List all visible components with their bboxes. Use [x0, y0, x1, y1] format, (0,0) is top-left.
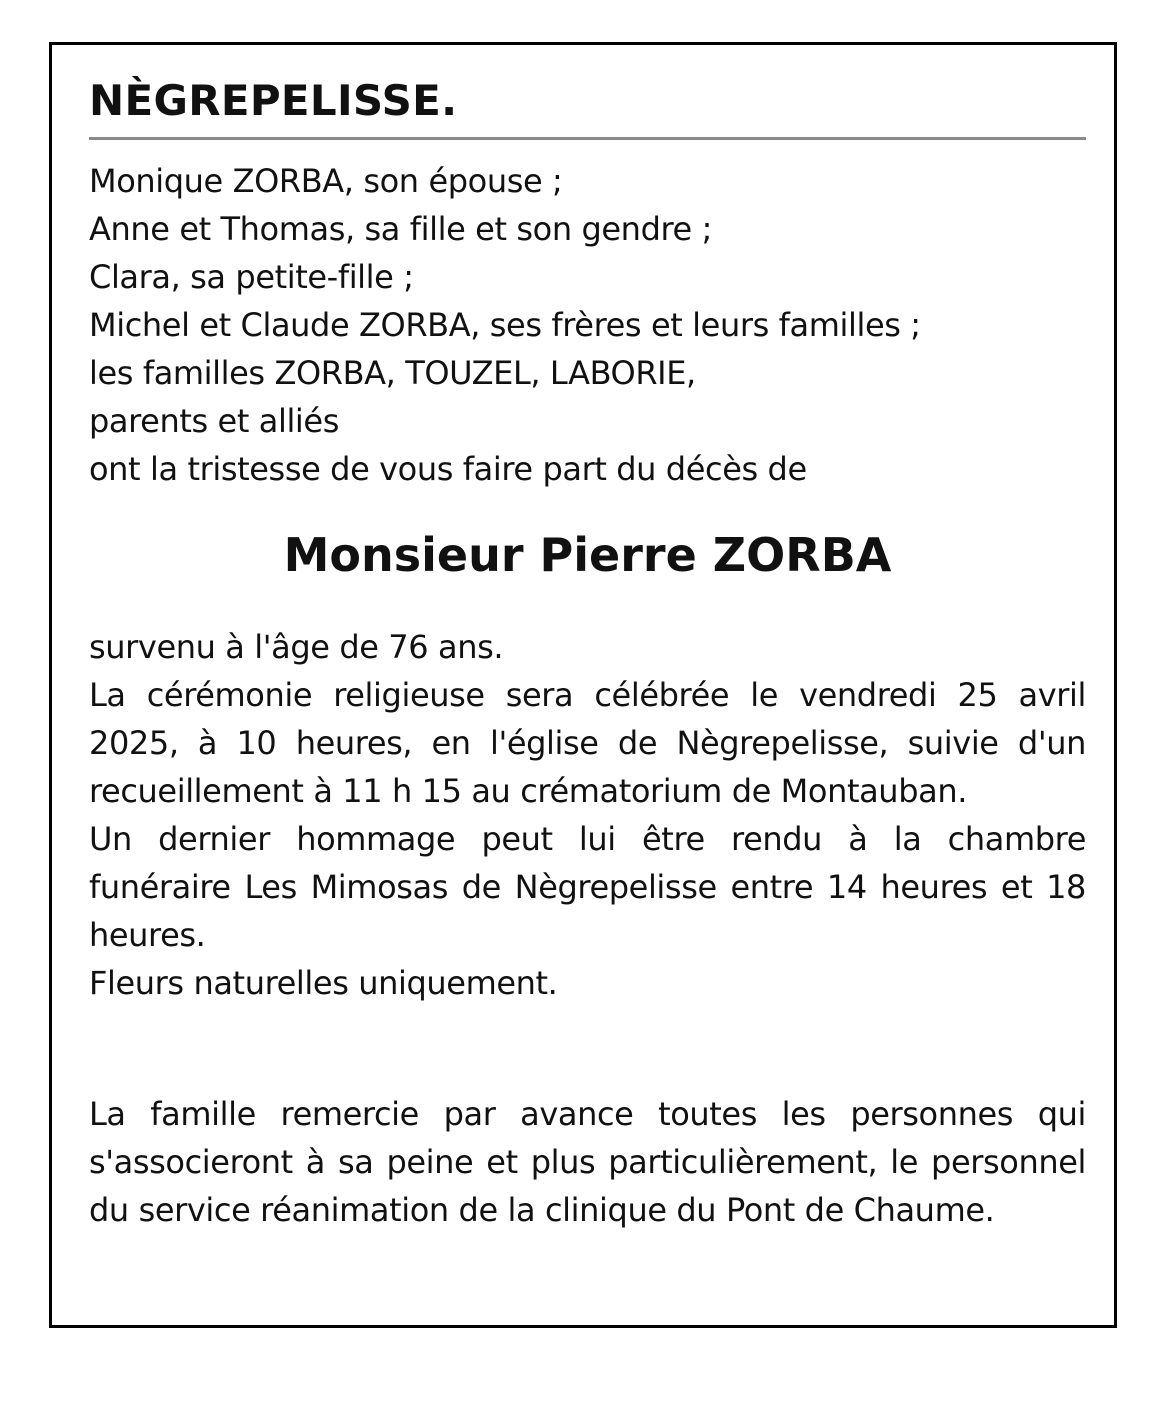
announcement-line: ont la tristesse de vous faire part du décès de [89, 450, 807, 488]
age-line: survenu à l'âge de 76 ans. [89, 628, 504, 666]
notice-heading: NÈGREPELISSE. [89, 76, 458, 125]
flowers-line: Fleurs naturelles uniquement. [89, 964, 558, 1002]
family-line: Michel et Claude ZORBA, ses frères et leurs familles ; [89, 306, 921, 344]
ceremony-details [89, 623, 1086, 1007]
thanks-paragraph: La famille remercie par avance toutes les personnes qui s'associeront à sa peine et plus particulièrement, le personnel du service réanimation de la clinique du Pont de Chaume. [89, 1095, 1086, 1229]
obituary-notice [49, 42, 1117, 1328]
family-line: parents et alliés [89, 402, 339, 440]
tribute-paragraph: Un dernier hommage peut lui être rendu à la chambre funéraire Les Mimosas de Nègrepelisse entre 14 heures et 18 heures. [89, 820, 1086, 954]
heading-divider [89, 137, 1086, 140]
family-line: Monique ZORBA, son épouse ; [89, 162, 563, 200]
family-line: Anne et Thomas, sa fille et son gendre ; [89, 210, 712, 248]
family-list [89, 157, 1086, 493]
ceremony-paragraph: La cérémonie religieuse sera célébrée le vendredi 25 avril 2025, à 10 heures, en l'église de Nègrepelisse, suivie d'un recueillement à 11 h 15 au crématorium de Montauban. [89, 676, 1086, 810]
family-line: les familles ZORBA, TOUZEL, LABORIE, [89, 354, 696, 392]
family-line: Clara, sa petite-fille ; [89, 258, 414, 296]
deceased-name: Monsieur Pierre ZORBA [283, 528, 892, 582]
